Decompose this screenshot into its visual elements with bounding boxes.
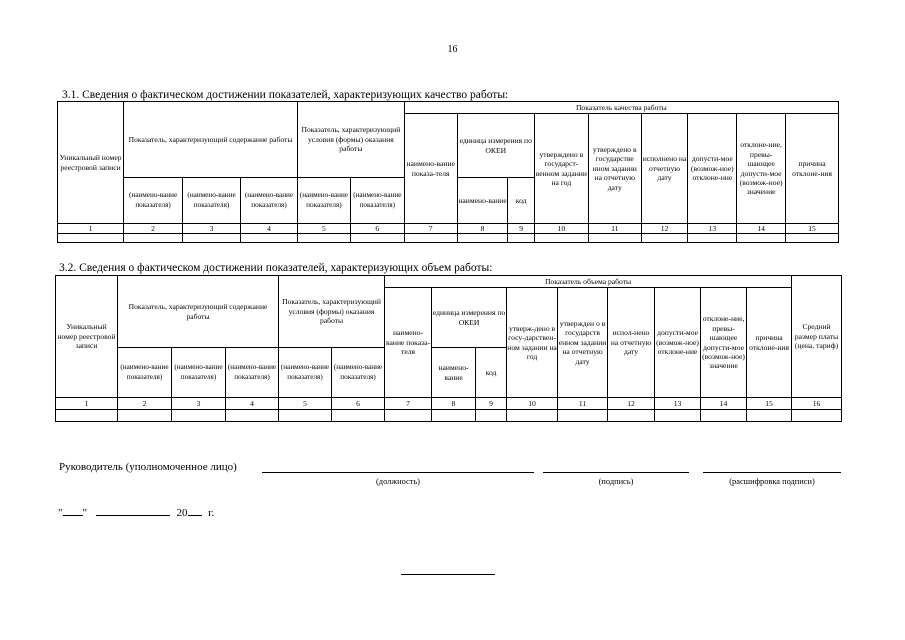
empty-cell [608, 410, 655, 422]
column-number: 4 [241, 224, 298, 234]
sub-indicator-name: (наимено-вание показателя) [279, 348, 332, 398]
col-unit: единица измерения по ОКЕИ [457, 114, 534, 178]
section-1-heading: 3.1. Сведения о фактическом достижении показателей, характеризующих качество работы: [62, 89, 509, 101]
col-conditions-indicator: Показатель, характеризующий условия (формы) оказания работы [297, 102, 404, 178]
position-line[interactable] [262, 472, 534, 473]
sub-indicator-name: (наимено-вание показателя) [241, 178, 298, 224]
col-executed: испол-нено на отчетную дату [608, 288, 655, 398]
column-number: 10 [534, 224, 588, 234]
column-number: 2 [124, 224, 183, 234]
date-open-quote: " [58, 507, 63, 519]
col-exceeding-deviation: отклоне-ние, превы-шающее допусти-мое (возмож-ное) значение [737, 114, 786, 224]
column-number: 8 [432, 398, 476, 410]
col-allowed-deviation: допусти-мое (возмож-ное) отклоне-ние [655, 288, 701, 398]
column-number: 9 [476, 398, 507, 410]
empty-cell [655, 410, 701, 422]
empty-cell [404, 234, 457, 243]
col-unit: единица измерения по ОКЕИ [432, 288, 507, 348]
volume-table [55, 275, 842, 422]
year-blank[interactable] [188, 506, 202, 516]
column-number: 6 [332, 398, 385, 410]
column-number: 14 [737, 224, 786, 234]
empty-cell [56, 410, 118, 422]
date-field [58, 506, 214, 519]
empty-cell [432, 410, 476, 422]
column-number: 1 [58, 224, 124, 234]
column-number: 9 [508, 224, 534, 234]
column-number: 10 [507, 398, 558, 410]
signature-caption: (подпись) [598, 477, 634, 486]
empty-cell [226, 410, 279, 422]
col-unit-code: код [508, 178, 534, 224]
empty-cell [183, 234, 241, 243]
sub-indicator-name: (наимено-вание показателя) [124, 178, 183, 224]
col-approved-date: утвержден о в государств енном задании на отчетную дату [558, 288, 608, 398]
empty-cell [476, 410, 507, 422]
empty-cell [508, 234, 534, 243]
empty-cell [58, 234, 124, 243]
col-allowed-deviation: допусти-мое (возмож-ное) отклоне-ние [688, 114, 737, 224]
column-number: 3 [183, 224, 241, 234]
signature-line[interactable] [543, 472, 689, 473]
column-number: 16 [792, 398, 842, 410]
section-2-heading: 3.2. Сведения о фактическом достижении показателей, характеризующих объем работы: [59, 262, 493, 274]
month-blank[interactable] [96, 506, 170, 516]
col-approved-year: утверждено в государст-венном задании на год [534, 114, 588, 224]
column-number: 7 [385, 398, 432, 410]
col-volume-group: Показатель объема работы [385, 276, 792, 288]
empty-cell [588, 234, 641, 243]
empty-cell [534, 234, 588, 243]
col-conditions-indicator: Показатель, характеризующий условия (формы) оказания работы [279, 276, 385, 348]
sub-indicator-name: (наимено-вание показателя) [297, 178, 350, 224]
sub-indicator-name: (наимено-вание показателя) [332, 348, 385, 398]
page-number: 16 [447, 44, 458, 55]
empty-cell [172, 410, 226, 422]
column-number: 11 [588, 224, 641, 234]
col-approved-year: утверж-дено в госу-дарствен-ном задании на год [507, 288, 558, 398]
empty-cell [786, 234, 839, 243]
empty-cell [385, 410, 432, 422]
col-unique-record: Уникальный номер реестровой записи [58, 102, 124, 224]
empty-cell [457, 234, 508, 243]
empty-cell [747, 410, 792, 422]
footer-rule [401, 574, 495, 575]
column-number: 2 [118, 398, 172, 410]
col-unique-record: Уникальный номер реестровой записи [56, 276, 118, 398]
column-number: 1 [56, 398, 118, 410]
col-average-price: Средний размер платы (цена, тариф) [792, 276, 842, 398]
decoding-line[interactable] [703, 472, 841, 473]
col-indicator-name: наимено-вание показа-теля [404, 114, 457, 224]
empty-cell [332, 410, 385, 422]
column-number: 5 [279, 398, 332, 410]
empty-cell [297, 234, 350, 243]
column-number: 14 [701, 398, 747, 410]
column-number: 15 [747, 398, 792, 410]
column-number: 6 [350, 224, 404, 234]
empty-cell [701, 410, 747, 422]
empty-cell [279, 410, 332, 422]
sub-indicator-name: (наимено-вание показателя) [226, 348, 279, 398]
col-approved-date: утверждено в государстве нном задании на отчетную дату [588, 114, 641, 224]
column-number: 12 [641, 224, 688, 234]
day-blank[interactable] [63, 506, 83, 516]
sub-indicator-name: (наимено-вание показателя) [350, 178, 404, 224]
column-number: 13 [655, 398, 701, 410]
column-number: 13 [688, 224, 737, 234]
position-caption: (должность) [376, 477, 420, 486]
sub-indicator-name: (наимено-вание показателя) [172, 348, 226, 398]
column-number: 3 [172, 398, 226, 410]
empty-cell [792, 410, 842, 422]
col-exceeding-deviation: отклоне-ние, превы-шающее допусти-мое (возмож-ное) значение [701, 288, 747, 398]
col-executed: исполнено на отчетную дату [641, 114, 688, 224]
column-number: 12 [608, 398, 655, 410]
col-unit-code: код [476, 348, 507, 398]
empty-cell [688, 234, 737, 243]
col-content-indicator: Показатель, характеризующий содержание работы [124, 102, 298, 178]
col-quality-group: Показатель качества работы [404, 102, 838, 114]
empty-cell [737, 234, 786, 243]
signature-label: Руководитель (уполномоченное лицо) [59, 461, 237, 473]
year-suffix: г. [208, 507, 215, 519]
sub-indicator-name: (наимено-вание показателя) [118, 348, 172, 398]
column-number: 8 [457, 224, 508, 234]
column-number: 4 [226, 398, 279, 410]
empty-cell [641, 234, 688, 243]
decoding-caption: (расшифровка подписи) [729, 477, 815, 486]
col-deviation-reason: причина отклоне-ния [747, 288, 792, 398]
date-close-quote: " [82, 507, 87, 519]
year-prefix: 20 [176, 507, 188, 519]
col-deviation-reason: причина отклоне-ния [786, 114, 839, 224]
col-unit-name: наимено-вание [432, 348, 476, 398]
column-number: 7 [404, 224, 457, 234]
col-content-indicator: Показатель, характеризующий содержание работы [118, 276, 279, 348]
empty-cell [350, 234, 404, 243]
empty-cell [124, 234, 183, 243]
empty-cell [241, 234, 298, 243]
column-number: 5 [297, 224, 350, 234]
col-unit-name: наимено-вание [457, 178, 508, 224]
column-number: 11 [558, 398, 608, 410]
empty-cell [118, 410, 172, 422]
empty-cell [558, 410, 608, 422]
sub-indicator-name: (наимено-вание показателя) [183, 178, 241, 224]
column-number: 15 [786, 224, 839, 234]
empty-cell [507, 410, 558, 422]
col-indicator-name: наимено-вание показа-теля [385, 288, 432, 398]
quality-table [57, 101, 839, 243]
